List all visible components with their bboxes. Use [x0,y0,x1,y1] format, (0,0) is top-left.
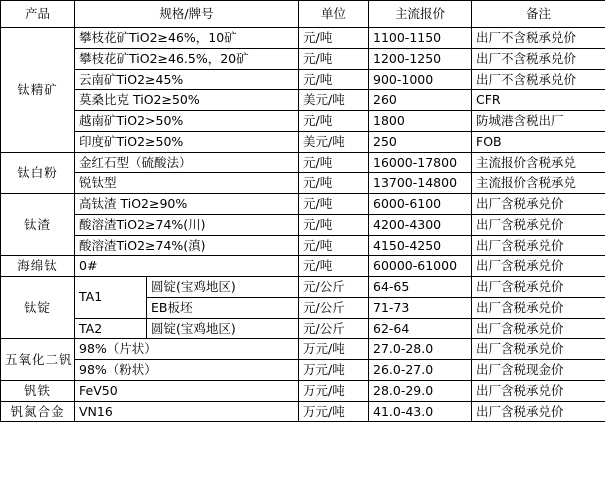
product-category-cell: 钒氮合金 [1,401,75,422]
table-row [1,111,605,132]
spec-cell: 攀枝花矿TiO2≥46%，10矿 [75,28,299,49]
price-cell: 41.0-43.0 [369,401,472,422]
remark-cell: 出厂含税承兑价 [472,194,605,215]
spec-cell: 98%（粉状） [75,360,299,381]
spec-cell: 0# [75,256,299,277]
remark-cell: 主流报价含税承兑 [472,152,605,173]
spec-cell: FeV50 [75,380,299,401]
spec-cell: 锐钛型 [75,173,299,194]
unit-cell: 元/吨 [299,214,369,235]
table-body [1,28,605,422]
spec-cell: VN16 [75,401,299,422]
table-row [1,277,605,298]
header-row [1,1,605,28]
spec-cell: EB板坯 [147,297,299,318]
spec-cell: 攀枝花矿TiO2≥46.5%，20矿 [75,48,299,69]
product-category-cell: 钛渣 [1,194,75,256]
remark-cell: 防城港含税出厂 [472,111,605,132]
spec-cell: 莫桑比克 TiO2≥50% [75,90,299,111]
product-category-cell: 钒铁 [1,380,75,401]
spec-cell: 云南矿TiO2≥45% [75,69,299,90]
table-row [1,194,605,215]
spec-cell: 高钛渣 TiO2≥90% [75,194,299,215]
table-row [1,360,605,381]
product-category-cell: 五氧化二钒 [1,339,75,381]
remark-cell: 出厂含税承兑价 [472,214,605,235]
unit-cell: 元/吨 [299,152,369,173]
table-row [1,173,605,194]
table-row [1,256,605,277]
price-cell: 64-65 [369,277,472,298]
remark-cell: 出厂不含税承兑价 [472,28,605,49]
table-row [1,69,605,90]
remark-cell: CFR [472,90,605,111]
price-cell: 60000-61000 [369,256,472,277]
price-cell: 1200-1250 [369,48,472,69]
price-cell: 27.0-28.0 [369,339,472,360]
price-cell: 13700-14800 [369,173,472,194]
unit-cell: 万元/吨 [299,380,369,401]
header-price: 主流报价 [369,1,472,28]
table-row [1,214,605,235]
spec-cell: 圆锭(宝鸡地区) [147,277,299,298]
price-cell: 62-64 [369,318,472,339]
spec-cell: 98%（片状） [75,339,299,360]
table-row [1,339,605,360]
remark-cell: 出厂不含税承兑价 [472,69,605,90]
spec-cell: 酸溶渣TiO2≥74%(川) [75,214,299,235]
remark-cell: 出厂含税承兑价 [472,256,605,277]
price-cell: 250 [369,131,472,152]
unit-cell: 元/公斤 [299,277,369,298]
unit-cell: 元/吨 [299,111,369,132]
spec-cell: 金红石型（硫酸法） [75,152,299,173]
unit-cell: 万元/吨 [299,360,369,381]
remark-cell: 出厂含税承兑价 [472,339,605,360]
remark-cell: 出厂含税承兑价 [472,318,605,339]
price-cell: 1800 [369,111,472,132]
spec-cell: 印度矿TiO2≥50% [75,131,299,152]
grade-cell: TA1 [75,277,147,319]
unit-cell: 万元/吨 [299,339,369,360]
price-cell: 900-1000 [369,69,472,90]
price-cell: 16000-17800 [369,152,472,173]
product-category-cell: 海绵钛 [1,256,75,277]
grade-cell: TA2 [75,318,147,339]
unit-cell: 元/吨 [299,69,369,90]
table-row [1,152,605,173]
unit-cell: 元/吨 [299,28,369,49]
remark-cell: 出厂含税承兑价 [472,277,605,298]
spec-cell: 酸溶渣TiO2≥74%(滇) [75,235,299,256]
table-row [1,318,605,339]
unit-cell: 元/吨 [299,48,369,69]
table-row [1,235,605,256]
unit-cell: 美元/吨 [299,90,369,111]
price-cell: 260 [369,90,472,111]
price-cell: 71-73 [369,297,472,318]
unit-cell: 元/吨 [299,256,369,277]
spec-cell: 圆锭(宝鸡地区) [147,318,299,339]
header-product: 产品 [1,1,75,28]
spec-cell: 越南矿TiO2>50% [75,111,299,132]
unit-cell: 元/吨 [299,235,369,256]
remark-cell: 出厂含税承兑价 [472,401,605,422]
remark-cell: 出厂含税承兑价 [472,380,605,401]
table-row [1,131,605,152]
table-row [1,48,605,69]
table-header [1,1,605,28]
unit-cell: 美元/吨 [299,131,369,152]
remark-cell: FOB [472,131,605,152]
unit-cell: 元/公斤 [299,297,369,318]
price-cell: 1100-1150 [369,28,472,49]
product-category-cell: 钛精矿 [1,28,75,153]
price-cell: 4200-4300 [369,214,472,235]
header-spec: 规格/牌号 [75,1,299,28]
unit-cell: 元/吨 [299,173,369,194]
remark-cell: 出厂含税承兑价 [472,235,605,256]
remark-cell: 出厂不含税承兑价 [472,48,605,69]
price-cell: 26.0-27.0 [369,360,472,381]
price-cell: 4150-4250 [369,235,472,256]
header-unit: 单位 [299,1,369,28]
header-remark: 备注 [472,1,605,28]
table-row [1,90,605,111]
product-category-cell: 钛白粉 [1,152,75,194]
unit-cell: 万元/吨 [299,401,369,422]
remark-cell: 出厂含税承兑价 [472,297,605,318]
product-category-cell: 钛锭 [1,277,75,339]
unit-cell: 元/吨 [299,194,369,215]
price-cell: 6000-6100 [369,194,472,215]
remark-cell: 出厂含税现金价 [472,360,605,381]
table-row [1,28,605,49]
remark-cell: 主流报价含税承兑 [472,173,605,194]
price-cell: 28.0-29.0 [369,380,472,401]
table-row [1,380,605,401]
table-row [1,401,605,422]
unit-cell: 元/公斤 [299,318,369,339]
